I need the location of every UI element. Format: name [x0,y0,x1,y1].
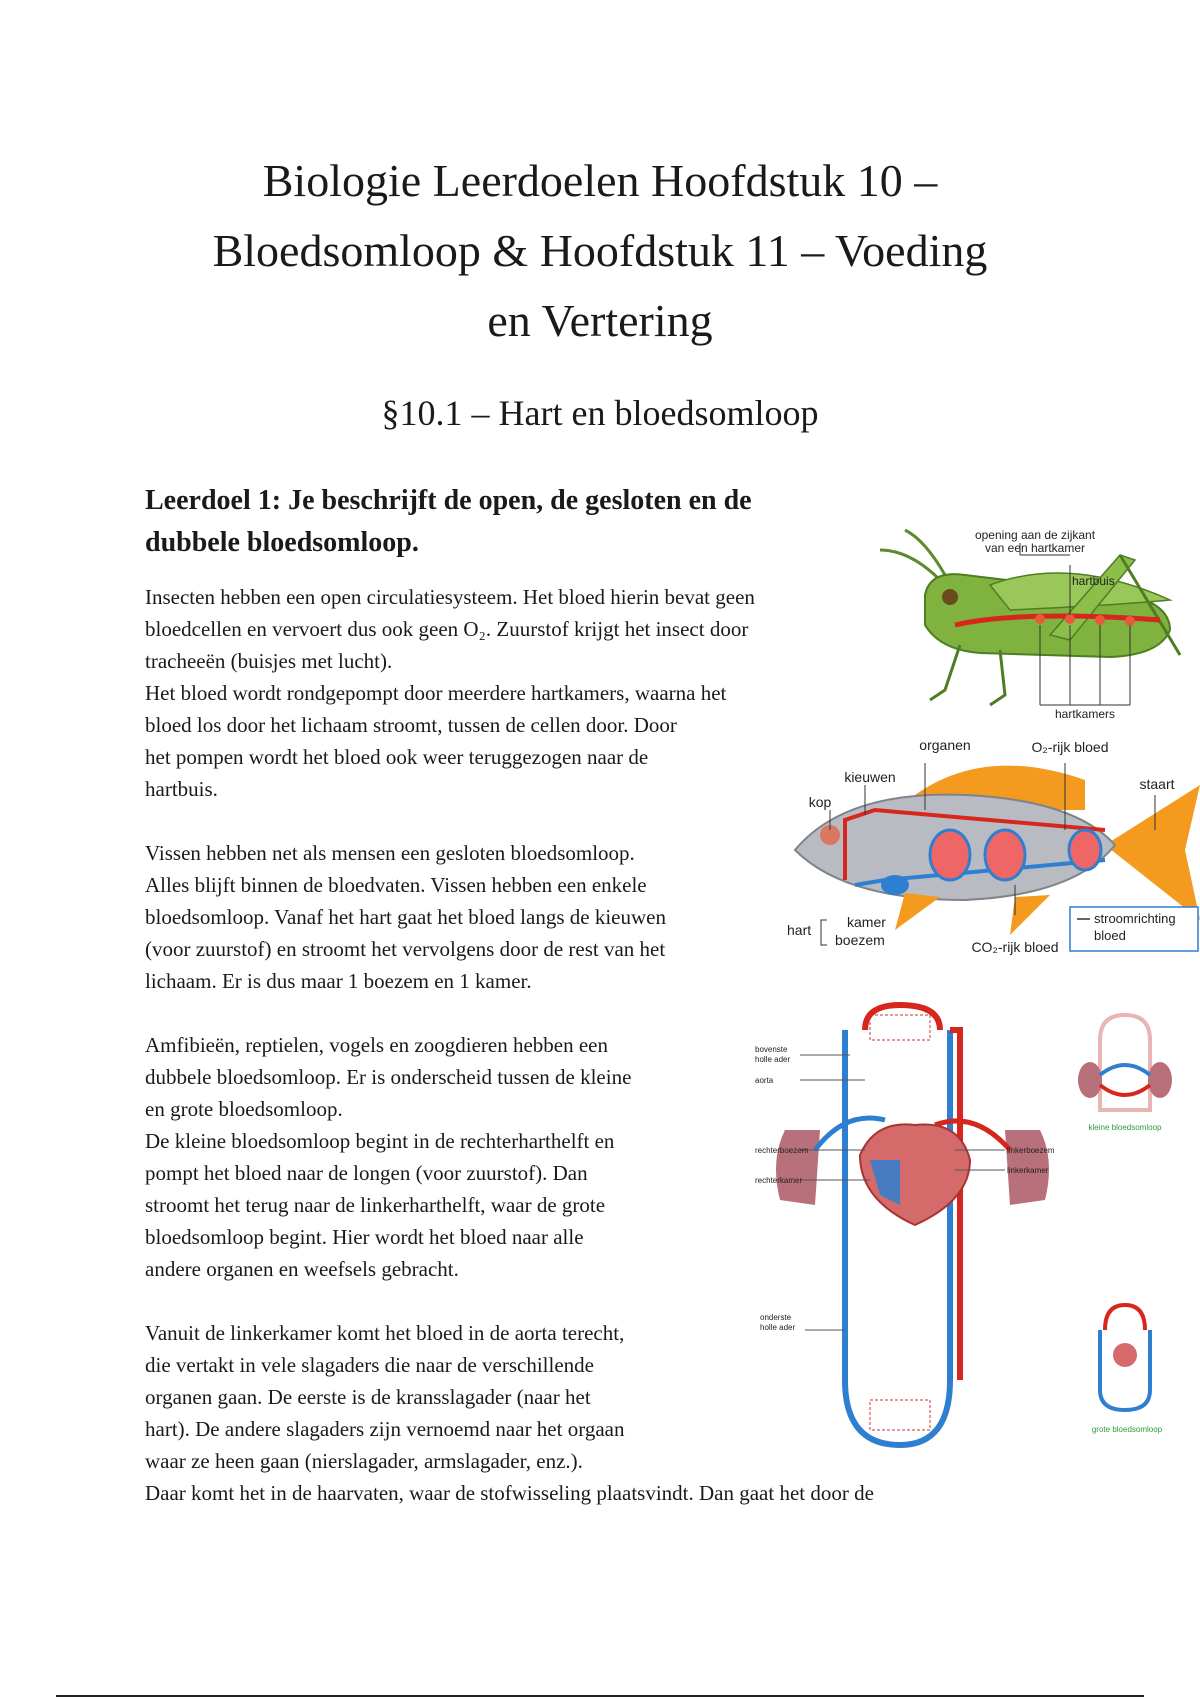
goal-line: dubbele bloedsomloop. [145,527,419,558]
paragraph-line: tracheeën (buisjes met lucht). [145,649,393,673]
label-onderste-line2: holle ader [760,1323,796,1332]
paragraph-line: Vissen hebben net als mensen een gesloten bloedsomloop. [145,841,635,865]
insect-leg [990,650,1005,705]
paragraph-line: en grote bloedsomloop. [145,1097,343,1121]
goal-line: Leerdoel 1: Je beschrijft de open, de gesloten en de [145,485,752,516]
anal-fin [1010,895,1050,935]
title-line: en Vertering [487,295,713,346]
paragraph-line: Daar komt het in de haarvaten, waar de stofwisseling plaatsvindt. Dan gaat het door de [145,1481,874,1505]
title-line: Bloedsomloop & Hoofdstuk 11 – Voeding [212,225,988,276]
label-opening-line2: van een hartkamer [984,541,1086,555]
label-rechterkamer: rechterkamer [755,1176,803,1185]
small-circulation-thumbnail [1078,1015,1172,1110]
title-line: Biologie Leerdoelen Hoofdstuk 10 – [262,155,938,206]
insect-eye [942,589,958,605]
label-hart: hart [787,922,812,938]
paragraph-line: bloedcellen en vervoert dus ook geen O₂. Zuurstof krijgt het insect door [145,617,749,641]
lower-capillaries [870,1400,930,1430]
label-organen: organen [919,737,971,753]
human-circulation-figure [755,1000,1195,1450]
paragraph-fish [145,837,666,997]
label-opening-line1: opening aan de zijkant [974,528,1096,542]
label-stroomrichting-line1: stroomrichting [1094,911,1176,926]
label-co2-rijk: CO₂-rijk bloed [971,939,1059,955]
label-stroomrichting-line2: bloed [1094,928,1126,943]
hart-bracket [821,920,827,945]
document-title [120,146,1080,356]
label-bovenste-line2: holle ader [755,1055,791,1064]
section-heading: §10.1 – Hart en bloedsomloop [381,393,819,433]
large-circulation-thumbnail [1100,1305,1150,1410]
paragraph-line: hart). De andere slagaders zijn vernoemd naar het orgaan [145,1417,625,1441]
tail-fin [1105,785,1200,920]
paragraph-line: Vanuit de linkerkamer komt het bloed in de aorta terecht, [145,1321,625,1345]
learning-goal-heading [145,480,865,564]
right-lung [776,1130,820,1205]
fish-circulation-figure [785,735,1200,960]
paragraph-line: bloedsomloop. Vanaf het hart gaat het bloed langs de kieuwen [145,905,666,929]
paragraph-insects [145,581,755,805]
label-linkerboezem: linkerboezem [1007,1146,1055,1155]
paragraph-line: dubbele bloedsomloop. Er is onderscheid tussen de kleine [145,1065,632,1089]
label-staart: staart [1139,776,1175,792]
insect-circulation-figure [870,525,1200,720]
fish-heart [881,875,909,895]
label-onderste-line1: onderste [760,1313,792,1322]
upper-capillaries [870,1015,930,1040]
label-bovenste-line1: bovenste [755,1045,788,1054]
label-kamer: kamer [847,914,886,930]
paragraph-line: lichaam. Er is dus maar 1 boezem en 1 kamer. [145,969,532,993]
paragraph-line: andere organen en weefsels gebracht. [145,1257,459,1281]
paragraph-line: stroomt het terug naar de linkerharthelft, waar de grote [145,1193,606,1217]
paragraph-line: waar ze heen gaan (nierslagader, armslagader, enz.). [145,1449,583,1473]
label-linkerkamer: linkerkamer [1007,1166,1049,1175]
page-bottom-rule [56,1695,1144,1697]
insect-leg [930,645,960,700]
paragraph-line: het pompen wordt het bloed ook weer teruggezogen naar de [145,745,649,769]
label-hartkamers: hartkamers [1054,707,1116,720]
upper-capillary-loop [865,1005,940,1030]
paragraph-line: (voor zuurstof) en stroomt het vervolgens door de rest van het [145,937,666,961]
paragraph-line: bloedsomloop begint. Hier wordt het bloed naar alle [145,1225,584,1249]
paragraph-line: Alles blijft binnen de bloedvaten. Vissen hebben een enkele [145,873,647,897]
paragraph-line: De kleine bloedsomloop begint in de rechterharthelft en [145,1129,615,1153]
label-kieuwen: kieuwen [844,769,896,785]
pelvic-fin [895,893,940,930]
paragraph-line: Amfibieën, reptielen, vogels en zoogdieren hebben een [145,1033,608,1057]
label-grote-bloedsomloop: grote bloedsomloop [1091,1425,1163,1434]
label-rechterboezem: rechterboezem [755,1146,809,1155]
paragraph-line: die vertakt in vele slagaders die naar de verschillende [145,1353,594,1377]
label-hartbuis: hartbuis [1072,574,1115,588]
label-o2-rijk: O₂-rijk bloed [1031,739,1109,755]
label-kop: kop [808,794,832,810]
paragraph-double-circulation [145,1029,631,1285]
label-boezem: boezem [835,932,885,948]
label-kleine-bloedsomloop: kleine bloedsomloop [1088,1123,1162,1132]
paragraph-line: pompt het bloed naar de longen (voor zuurstof). Dan [145,1161,588,1185]
paragraph-line: Het bloed wordt rondgepompt door meerdere hartkamers, waarna het [145,681,727,705]
body-loop-oxygen-poor [845,1030,950,1445]
paragraph-line: Insecten hebben een open circulatiesysteem. Het bloed hierin bevat geen [145,585,755,609]
paragraph-line: organen gaan. De eerste is de kransslagader (naar het [145,1385,591,1409]
paragraph-line: hartbuis. [145,777,218,801]
label-aorta: aorta [755,1076,774,1085]
paragraph-line: bloed los door het lichaam stroomt, tussen de cellen door. Door [145,713,677,737]
